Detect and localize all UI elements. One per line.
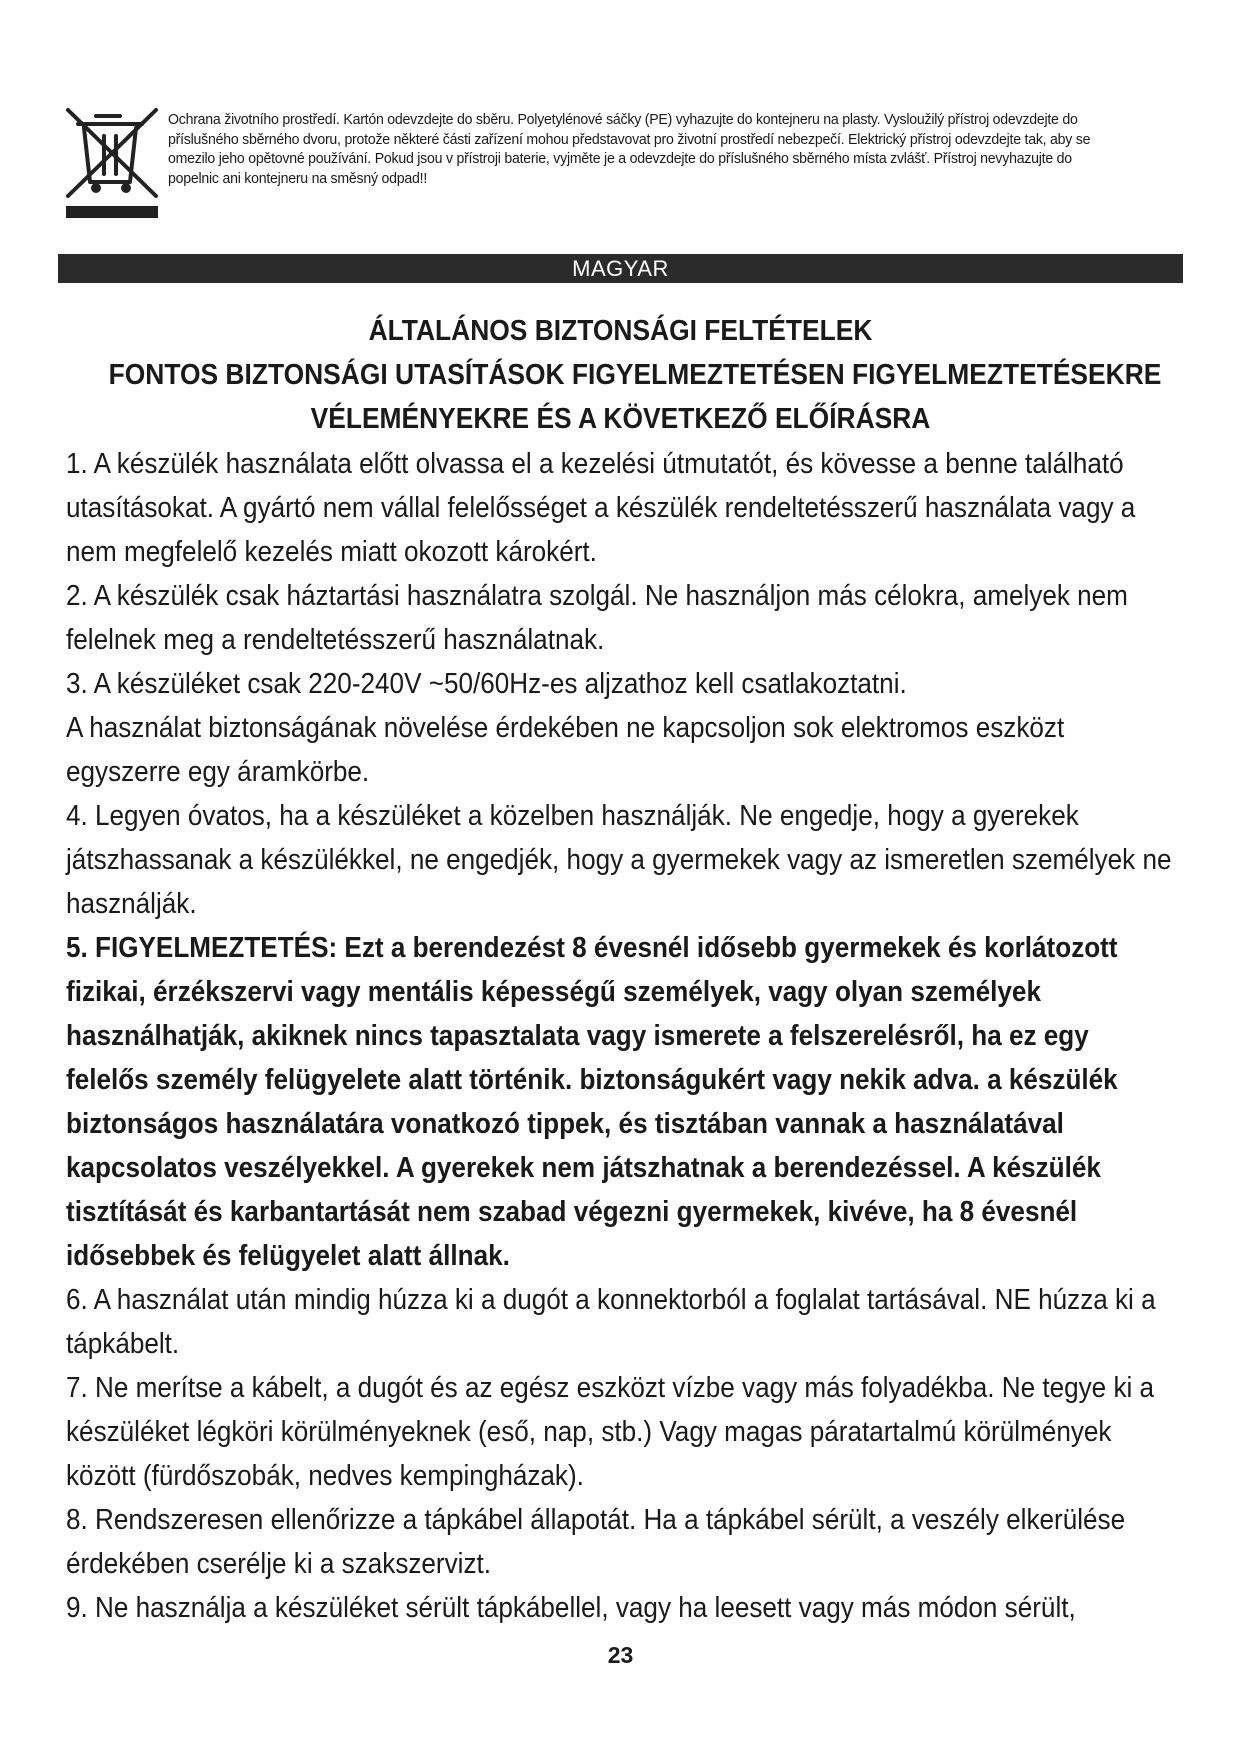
heading-line-1: ÁLTALÁNOS BIZTONSÁGI FELTÉTELEK bbox=[368, 315, 873, 347]
crossed-out-wheelie-bin-icon bbox=[64, 104, 160, 220]
language-bar: MAGYAR bbox=[58, 254, 1183, 283]
instruction-1: 1. A készülék használata előtt olvassa el a kezelési útmutatót, és kövesse a benne található utasításokat. A gyártó nem vállal felelősséget a készülék rendeltetésszerű használata vagy a nem megfelelő kezelés miatt okozott károkért. bbox=[66, 448, 1136, 568]
instruction-2: 2. A készülék csak háztartási használatra szolgál. Ne használjon más célokra, amelyek nem felelnek meg a rendeltetésszerű használatnak. bbox=[66, 580, 1128, 656]
instruction-6: 6. A használat után mindig húzza ki a dugót a konnektorból a foglalat tartásával. NE húzza ki a tápkábelt. bbox=[66, 1284, 1156, 1360]
environment-note bbox=[168, 110, 1107, 188]
page-number: 23 bbox=[607, 1642, 634, 1668]
instruction-5-warning: 5. FIGYELMEZTETÉS: Ezt a berendezést 8 évesnél idősebb gyermekek és korlátozott fizikai, érzékszervi vagy mentális képességű személyek, vagy olyan személyek használhatják, akiknek nincs tapasztalata vagy ismerete a felszerelésről, ha ez egy felelős személy felügyelete alatt történik. biztonságukért vagy nekik adva. a készülék biztonságos használatára vonatkozó tippek, és tisztában vannak a használatával kapcsolatos veszélyekkel. A gyerekek nem játszhatnak a berendezéssel. A készülék tisztítását és karbantartását nem szabad végezni gyermekek, kivéve, ha 8 évesnél idősebbek és felügyelet alatt állnak. bbox=[66, 932, 1118, 1272]
heading-line-3: VÉLEMÉNYEKRE ÉS A KÖVETKEZŐ ELŐÍRÁSRA bbox=[310, 403, 931, 435]
instruction-3-note: A használat biztonságának növelése érdekében ne kapcsoljon sok elektromos eszközt egyszerre egy áramkörbe. bbox=[66, 712, 1065, 788]
instruction-8: 8. Rendszeresen ellenőrizze a tápkábel állapotát. Ha a tápkábel sérült, a veszély elkerülése érdekében cserélje ki a szakszervizt. bbox=[66, 1504, 1126, 1580]
instruction-7: 7. Ne merítse a kábelt, a dugót és az egész eszközt vízbe vagy más folyadékba. Ne tegye ki a készüléket légköri körülményeknek (eső, nap, stb.) Vagy magas páratartalmú körülmények között (fürdőszobák, nedves kempingházak). bbox=[66, 1372, 1155, 1492]
instruction-4: 4. Legyen óvatos, ha a készüléket a közelben használják. Ne engedje, hogy a gyerekek játszhassanak a készülékkel, ne engedjék, hogy a gyermekek vagy az ismeretlen személyek ne használják. bbox=[66, 800, 1172, 920]
instruction-3: 3. A készüléket csak 220-240V ~50/60Hz-es aljzathoz kell csatlakoztatni. bbox=[66, 668, 907, 700]
environment-note-text: Ochrana životního prostředí. Kartón odevzdejte do sběru. Polyetylénové sáčky (PE) vyhazujte do kontejneru na plasty. Vysloužilý přístroj odevzdejte do příslušného sběrného dvoru, protože některé části zařízení mohou představovat pro životní prostředí nebezpečí. Elektrický přístroj odevzdejte tak, aby se omezilo jeho opětovné používání. Pokud jsou v přístroji baterie, vyjměte je a odevzdejte do příslušného sběrného místa zvlášť. Přístroj nevyhazujte do popelnic ani kontejneru na směsný odpad!! bbox=[168, 111, 1091, 187]
instruction-9: 9. Ne használja a készüléket sérült tápkábellel, vagy ha leesett vagy más módon sérült, bbox=[66, 1592, 1076, 1624]
safety-instructions bbox=[66, 442, 1173, 1630]
section-headings bbox=[108, 309, 1162, 441]
heading-line-2: FONTOS BIZTONSÁGI UTASÍTÁSOK FIGYELMEZTETÉSEN FIGYELMEZTETÉSEKRE bbox=[108, 359, 1162, 391]
